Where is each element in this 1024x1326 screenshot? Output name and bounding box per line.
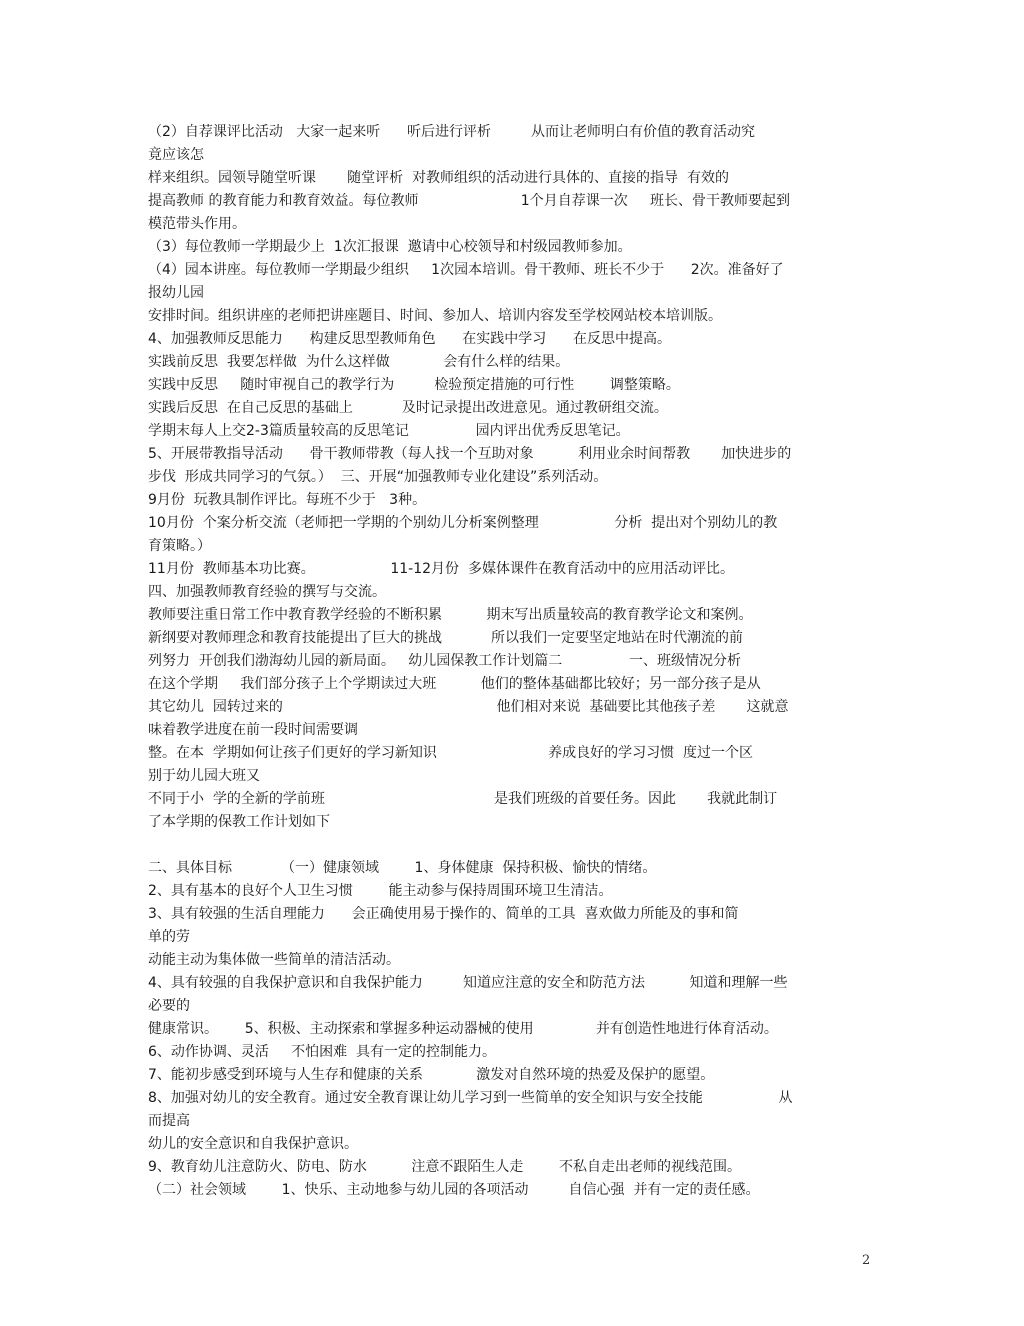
text-line: 不同于小 学的全新的学前班 是我们班级的首要任务。因此 我就此制订 — [148, 791, 778, 807]
text-line: 育策略。） — [148, 538, 211, 554]
text-line: 4、加强教师反思能力 构建反思型教师角色 在实践中学习 在反思中提高。 — [148, 331, 672, 347]
text-line: 实践后反思 在自己反思的基础上 及时记录提出改进意见。通过教研组交流。 — [148, 400, 668, 416]
text-line: 实践中反思 随时审视自己的教学行为 检验预定措施的可行性 调整策略。 — [148, 377, 680, 393]
text-line: 在这个学期 我们部分孩子上个学期读过大班 他们的整体基础都比较好；另一部分孩子是从 — [148, 676, 761, 692]
text-line: 列努力 开创我们渤海幼儿园的新局面。 幼儿园保教工作计划篇二 一、班级情况分析 — [148, 653, 742, 669]
text-line: 味着教学进度在前一段时间需要调 — [148, 722, 358, 738]
text-line: 样来组织。园领导随堂听课 随堂评析 对教师组织的活动进行具体的、直接的指导 有效的 — [148, 170, 729, 186]
text-line: 安排时间。组织讲座的老师把讲座题目、时间、参加人、培训内容发至学校网站校本培训版。 — [148, 308, 722, 324]
text-line: 整。在本 学期如何让孩子们更好的学习新知识 养成良好的学习习惯 度过一个区 — [148, 745, 754, 761]
text-line: 二、具体目标 （一）健康领域 1、身体健康 保持积极、愉快的情绪。 — [148, 860, 657, 876]
text-line: 健康常识。 5、积极、主动探索和掌握多种运动器械的使用 并有创造性地进行体育活动。 — [148, 1021, 778, 1037]
text-line: 11月份 教师基本功比赛。 11-12月份 多媒体课件在教育活动中的应用活动评比。 — [148, 561, 734, 577]
text-line: 其它幼儿 园转过来的 他们相对来说 基础要比其他孩子差 这就意 — [148, 699, 789, 715]
text-line: 了本学期的保教工作计划如下 — [148, 814, 330, 830]
text-line: 竟应该怎 — [148, 147, 204, 163]
text-line: 实践前反思 我要怎样做 为什么这样做 会有什么样的结果。 — [148, 354, 570, 370]
page-number: 2 — [862, 1253, 871, 1268]
text-line: 步伐 形成共同学习的气氛。） 三、开展“加强教师专业化建设”系列活动。 — [148, 469, 608, 485]
text-line: 新纲要对教师理念和教育技能提出了巨大的挑战 所以我们一定要坚定地站在时代潮流的前 — [148, 630, 743, 646]
text-line: （2）自荐课评比活动 大家一起来听 听后进行评析 从而让老师明白有价值的教育活动究 — [148, 124, 756, 140]
text-line: 动能主动为集体做一些简单的清洁活动。 — [148, 952, 400, 968]
text-line: 四、加强教师教育经验的撰写与交流。 — [148, 584, 386, 600]
text-line: 5、开展带教指导活动 骨干教师带教（每人找一个互助对象 利用业余时间帮教 加快进步的 — [148, 446, 792, 462]
text-line: 而提高 — [148, 1113, 190, 1129]
text-line: 别于幼儿园大班又 — [148, 768, 260, 784]
text-line: 9月份 玩教具制作评比。每班不少于 3种。 — [148, 492, 427, 508]
text-line: 7、能初步感受到环境与人生存和健康的关系 激发对自然环境的热爱及保护的愿望。 — [148, 1067, 715, 1083]
text-line: 单的劳 — [148, 929, 190, 945]
text-line: 2、具有基本的良好个人卫生习惯 能主动参与保持周围环境卫生清洁。 — [148, 883, 613, 899]
text-line: 模范带头作用。 — [148, 216, 246, 232]
text-line: 3、具有较强的生活自理能力 会正确使用易于操作的、简单的工具 喜欢做力所能及的事和简 — [148, 906, 739, 922]
text-line: 4、具有较强的自我保护意识和自我保护能力 知道应注意的安全和防范方法 知道和理解一些 — [148, 975, 788, 991]
text-line: （4）园本讲座。每位教师一学期最少组织 1次园本培训。骨干教师、班长不少于 2次。准备好了 — [148, 262, 784, 278]
text-line: 必要的 — [148, 998, 190, 1014]
text-line: 学期末每人上交2-3篇质量较高的反思笔记 园内评出优秀反思笔记。 — [148, 423, 630, 439]
text-line: （二）社会领域 1、快乐、主动地参与幼儿园的各项活动 自信心强 并有一定的责任感。 — [148, 1182, 760, 1198]
text-line: 教师要注重日常工作中教育教学经验的不断积累 期末写出质量较高的教育教学论文和案例。 — [148, 607, 753, 623]
text-line: （3）每位教师一学期最少上 1次汇报课 邀请中心校领导和村级园教师参加。 — [148, 239, 632, 255]
text-line: 报幼儿园 — [148, 285, 204, 301]
text-line: 8、加强对幼儿的安全教育。通过安全教育课让幼儿学习到一些简单的安全知识与安全技能 从 — [148, 1090, 793, 1106]
text-line: 9、教育幼儿注意防火、防电、防水 注意不跟陌生人走 不私自走出老师的视线范围。 — [148, 1159, 742, 1175]
text-line: 提高教师 的教育能力和教育效益。每位教师 1个月自荐课一次 班长、骨干教师要起到 — [148, 193, 790, 209]
text-line: 幼儿的安全意识和自我保护意识。 — [148, 1136, 358, 1152]
text-line: 6、动作协调、灵活 不怕困难 具有一定的控制能力。 — [148, 1044, 497, 1060]
text-line: 10月份 个案分析交流（老师把一学期的个别幼儿分析案例整理 分析 提出对个别幼儿的教 — [148, 515, 778, 531]
